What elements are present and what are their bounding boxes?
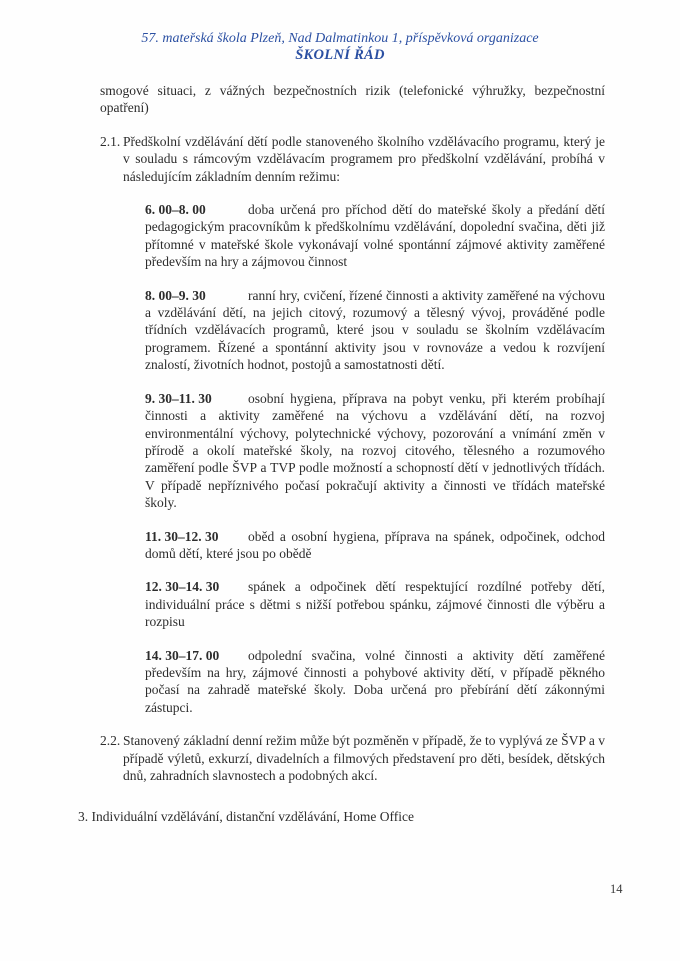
section-text: Stanovený základní denní režim může být pozměněn v případě, že to vyplývá ze ŠVP a v případě výletů, exkurzí, divadelních a filmových představení pro děti, besídek, dětských dnů, zahradních slavnostech a podobných akcí. — [123, 733, 605, 783]
schedule-text: osobní hygiena, příprava na pobyt venku, při kterém probíhají činnosti a aktivity zaměřené na výchovu a vzdělávání dětí, na rozvoj environmentální výchovy, polytechnické výchovy, pozorování a vnímání změn v přírodě a okolí mateřské školy, na rozvoj citového, tělesného a rozumového zaměření podle ŠVP a TVP podle možností a schopností dětí v jednotlivých třídách. V případě nepříznivého počasí pokračují aktivity a činnosti ve třídách mateřské školy. — [145, 390, 605, 511]
schedule-text: odpolední svačina, volné činnosti a aktivity dětí zaměřené především na hry, zájmové činnosti a pohybové aktivity dětí, v případě pěkného počasí na zahradě mateřské školy. Doba určená pro přebírání dětí zákonnými zástupci. — [145, 647, 605, 715]
organization-name: 57. mateřská škola Plzeň, Nad Dalmatinkou 1, příspěvková organizace — [141, 31, 539, 46]
section-2-2 — [100, 732, 605, 784]
schedule-time: 11. 30–12. 30 — [145, 528, 219, 544]
schedule-text: spánek a odpočinek dětí respektující rozdílné potřeby dětí, individuální práce s dětmi s nižší potřebou spánku, zájmové činnosti dle výběru a rozpisu — [145, 579, 605, 630]
schedule-item — [145, 528, 605, 563]
section-text: Předškolní vzdělávání dětí podle stanoveného školního vzdělávacího programu, který je v souladu s rámcovým vzdělávacím programem pro předškolní vzdělávání, probíhá v následujícím základním denním režimu: — [123, 133, 605, 184]
section-number: 2.1. — [100, 133, 121, 149]
document-body — [78, 82, 605, 826]
intro-paragraph: smogové situaci, z vážných bezpečnostních rizik (telefonické výhružky, bezpečnostní opatření) — [100, 83, 605, 116]
schedule-text: ranní hry, cvičení, řízené činnosti a aktivity zaměřené na výchovu a vzdělávání dětí, na jejich citový, rozumový a tělesný vývoj, prováděné podle třídních vzdělávacích programů, které jsou v souladu se školním vzdělávacím programem. Řízené a spontánní aktivity jsou v rovnováze a vedou k rozvíjení znalostí, životních hodnot, postojů a samostatnosti dětí. — [145, 287, 605, 373]
schedule-text: oběd a osobní hygiena, příprava na spánek, odpočinek, odchod domů dětí, které jsou po obědě — [145, 528, 605, 561]
schedule-time: 6. 00–8. 00 — [145, 202, 206, 218]
schedule-time: 12. 30–14. 30 — [145, 579, 220, 595]
schedule-item — [145, 578, 605, 630]
section-number: 2.2. — [100, 733, 121, 749]
schedule-time: 14. 30–17. 00 — [145, 647, 220, 663]
document-header — [0, 0, 680, 64]
section-3-heading: 3. Individuální vzdělávání, distanční vzdělávání, Home Office — [78, 809, 415, 825]
schedule-text: doba určená pro příchod dětí do mateřské školy a předání dětí pedagogickým pracovníkům k předškolnímu vzdělávání, dopolední svačina, děti již přítomné v mateřské škole vykonávají volné spontánní zájmové aktivity zaměřené především na hry a zájmovou činnost — [145, 202, 605, 270]
schedule-item — [145, 390, 605, 512]
section-2-1 — [100, 133, 605, 185]
schedule-item — [145, 647, 605, 717]
page-number: 14 — [610, 882, 623, 896]
schedule-item — [145, 201, 605, 271]
document-title: ŠKOLNÍ ŘÁD — [295, 47, 385, 63]
schedule-item — [145, 287, 605, 374]
schedule-time: 8. 00–9. 30 — [145, 287, 206, 303]
schedule-time: 9. 30–11. 30 — [145, 390, 212, 406]
